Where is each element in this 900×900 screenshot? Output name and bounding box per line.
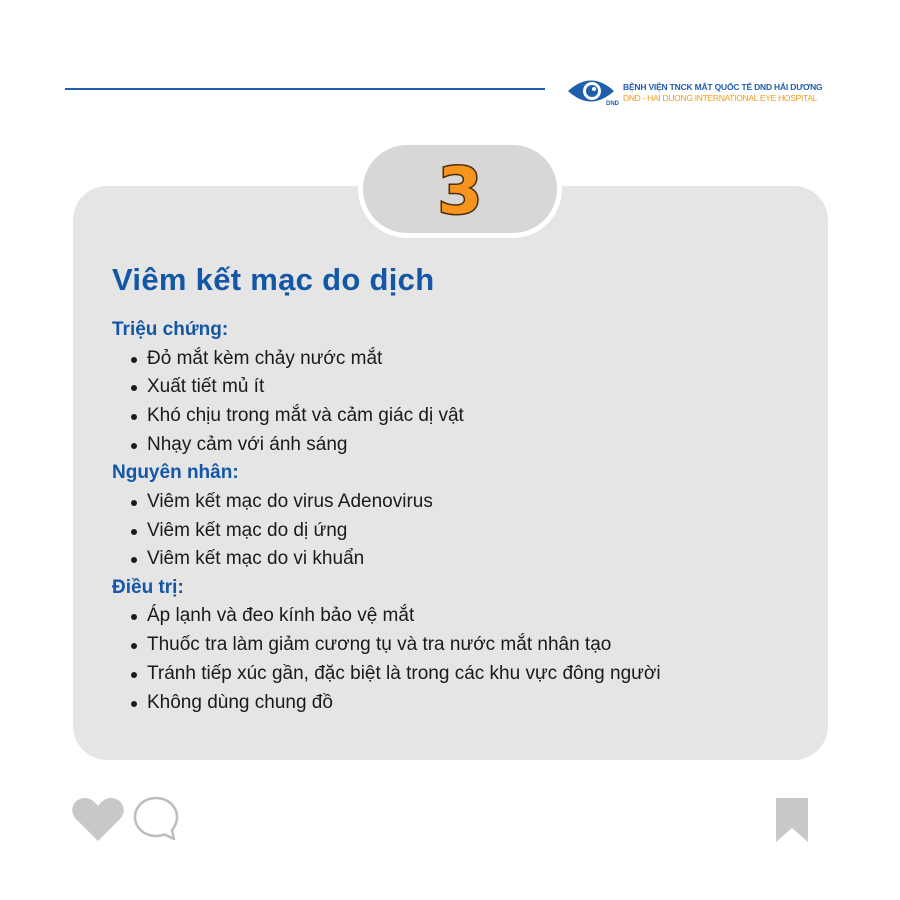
list-item: Nhạy cảm với ánh sáng bbox=[130, 431, 812, 460]
section-causes bbox=[112, 459, 812, 574]
bookmark-icon[interactable] bbox=[775, 797, 809, 843]
symptoms-list bbox=[112, 345, 812, 460]
section-heading-causes: Nguyên nhân: bbox=[112, 462, 239, 484]
list-item: Áp lạnh và đeo kính bảo vệ mắt bbox=[130, 602, 812, 631]
step-number-graphic bbox=[363, 145, 557, 233]
logo-title-vi: BỆNH VIỆN TNCK MẮT QUỐC TẾ DND HẢI DƯƠNG bbox=[623, 82, 823, 92]
step-number-tab bbox=[358, 140, 562, 238]
logo-badge: DND bbox=[606, 101, 619, 107]
list-item: Viêm kết mạc do dị ứng bbox=[130, 517, 812, 546]
list-item: Khó chịu trong mắt và cảm giác dị vật bbox=[130, 402, 812, 431]
step-number: 3 bbox=[437, 155, 483, 229]
heart-icon[interactable] bbox=[71, 797, 125, 843]
causes-list bbox=[112, 488, 812, 574]
list-item: Viêm kết mạc do vi khuẩn bbox=[130, 545, 812, 574]
card-title: Viêm kết mạc do dịch bbox=[112, 262, 435, 297]
list-item: Viêm kết mạc do virus Adenovirus bbox=[130, 488, 812, 517]
hospital-logo[interactable] bbox=[566, 74, 826, 110]
list-item: Đỏ mắt kèm chảy nước mắt bbox=[130, 345, 812, 374]
eye-logo-icon bbox=[566, 74, 620, 108]
comment-icon[interactable] bbox=[132, 795, 180, 843]
section-heading-treatment: Điều trị: bbox=[112, 576, 184, 598]
list-item: Tránh tiếp xúc gần, đặc biệt là trong các khu vực đông người bbox=[130, 660, 812, 689]
logo-title-en: DND - HAI DUONG INTERNATIONAL EYE HOSPITAL bbox=[623, 93, 818, 103]
list-item: Xuất tiết mủ ít bbox=[130, 373, 812, 402]
list-item: Thuốc tra làm giảm cương tụ và tra nước mắt nhân tạo bbox=[130, 631, 812, 660]
section-heading-symptoms: Triệu chứng: bbox=[112, 319, 229, 340]
card-content bbox=[112, 262, 812, 717]
list-item: Không dùng chung đồ bbox=[130, 689, 812, 718]
section-symptoms bbox=[112, 316, 812, 459]
section-treatment bbox=[112, 574, 812, 717]
treatment-list bbox=[112, 602, 812, 717]
header-divider-line bbox=[65, 88, 545, 90]
